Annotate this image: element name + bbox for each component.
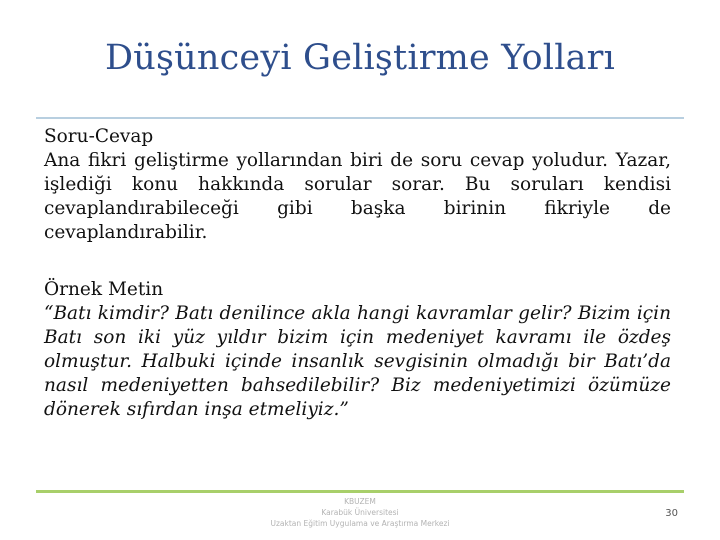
footer-line-kbuzem: KBUZEM (344, 497, 376, 506)
slide-title: Düşünceyi Geliştirme Yolları (104, 38, 615, 78)
footer-institution (0, 496, 720, 529)
example-quote: “Batı kimdir? Batı denilince akla hangi kavramlar gelir? Bizim için Batı son iki yüz yıldır bizim için medeniyet kavramı ile özdeş olmuştur. Halbuki içinde insanlık sevgisinin olmadığı bir Batı’da nasıl medeniyetten bahsedilebilir? Biz medeniyetimizi özümüze dönerek sıfırdan inşa etmeliyiz.” (44, 303, 671, 420)
section-body: Ana fikri geliştirme yollarından biri de soru cevap yoludur. Yazar, işlediği konu hakkında sorular sorar. Bu soruları kendisi cevaplandırabileceği gibi başka birinin fikriyle de cevaplandırabilir. (44, 150, 671, 243)
section-heading: Örnek Metin (44, 279, 164, 300)
section-question-answer (44, 125, 671, 245)
slide-content (44, 125, 671, 422)
footer-divider (36, 490, 684, 493)
section-example-text (44, 278, 671, 422)
page-number: 30 (665, 508, 678, 519)
section-heading: Soru-Cevap (44, 126, 154, 147)
section-spacer (44, 245, 671, 278)
footer-line-center: Uzaktan Eğitim Uygulama ve Araştırma Merkezi (270, 519, 450, 528)
footer-line-university: Karabük Üniversitesi (321, 508, 399, 517)
title-divider (36, 117, 684, 119)
